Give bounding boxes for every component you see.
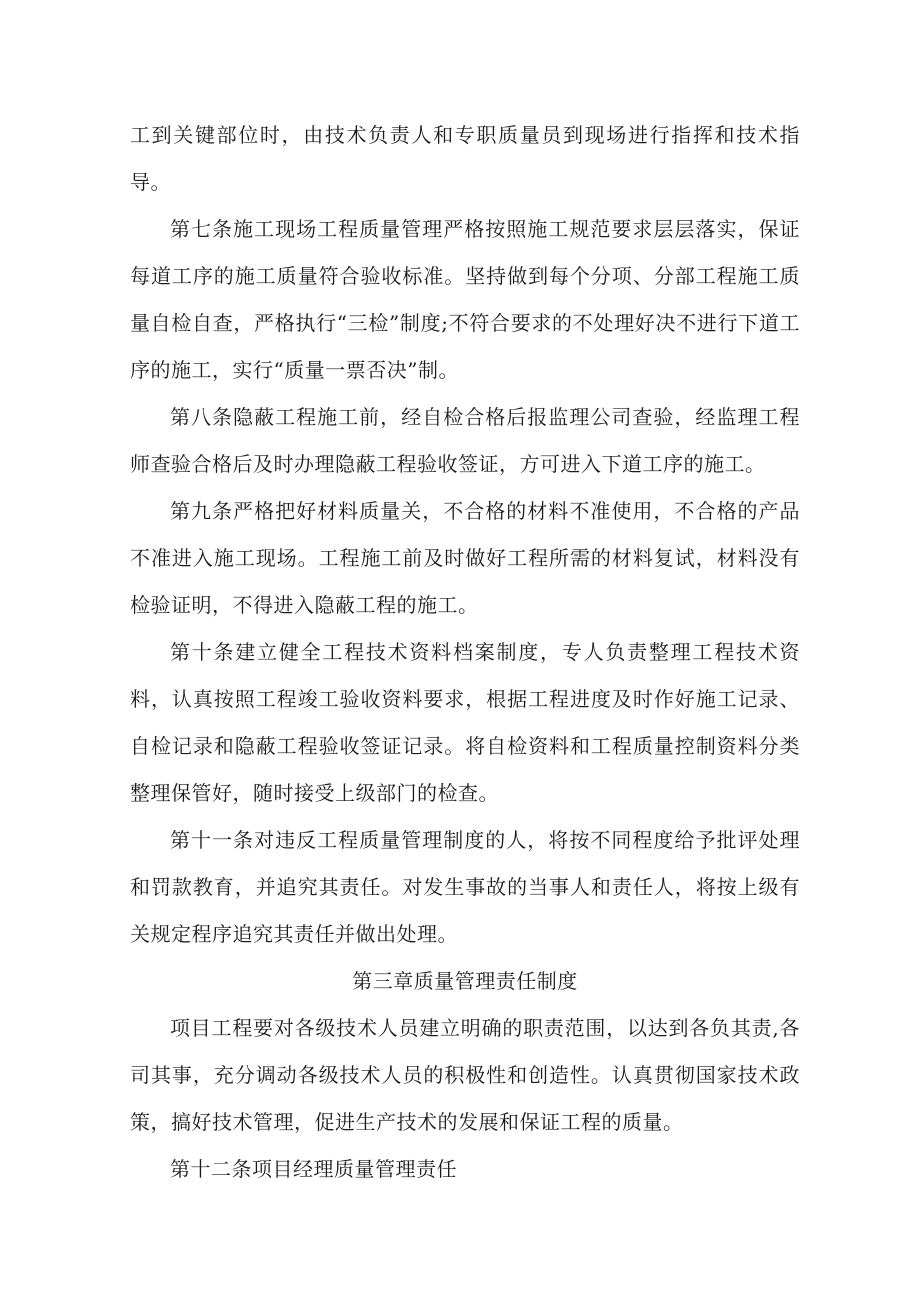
paragraph-chapter-intro: 项目工程要对各级技术人员建立明确的职责范围，以达到各负其责,各司其事，充分调动各级技术人员的积极性和创造性。认真贯彻国家技术政策，搞好技术管理，促进生产技术的发展和保证工程的质量。	[130, 1016, 800, 1134]
paragraph-article-7: 第七条施工现场工程质量管理严格按照施工规范要求层层落实，保证每道工序的施工质量符合验收标准。坚持做到每个分项、分部工程施工质量自检自查，严格执行“三检”制度;不符合要求的不处理好决不进行下道工序的施工，实行“质量一票否决”制。	[130, 217, 800, 382]
paragraph-article-11: 第十一条对违反工程质量管理制度的人，将按不同程度给予批评处理和罚款教育，并追究其责任。对发生事故的当事人和责任人，将按上级有关规定程序追究其责任并做出处理。	[130, 828, 800, 946]
paragraph-article-8: 第八条隐蔽工程施工前，经自检合格后报监理公司查验，经监理工程师查验合格后及时办理隐蔽工程验收签证，方可进入下道工序的施工。	[130, 405, 800, 476]
chapter-heading: 第三章质量管理责任制度	[352, 969, 578, 993]
paragraph-article-12: 第十二条项目经理质量管理责任	[170, 1157, 457, 1181]
paragraph-continuation: 工到关键部位时，由技术负责人和专职质量员到现场进行指挥和技术指导。	[130, 123, 800, 194]
paragraph-article-9: 第九条严格把好材料质量关，不合格的材料不准使用，不合格的产品不准进入施工现场。工程施工前及时做好工程所需的材料复试，材料没有检验证明，不得进入隐蔽工程的施工。	[130, 499, 800, 617]
paragraph-article-10: 第十条建立健全工程技术资料档案制度，专人负责整理工程技术资料，认真按照工程竣工验收资料要求，根据工程进度及时作好施工记录、自检记录和隐蔽工程验收签证记录。将自检资料和工程质量控制资料分类整理保管好，随时接受上级部门的检查。	[130, 640, 800, 805]
